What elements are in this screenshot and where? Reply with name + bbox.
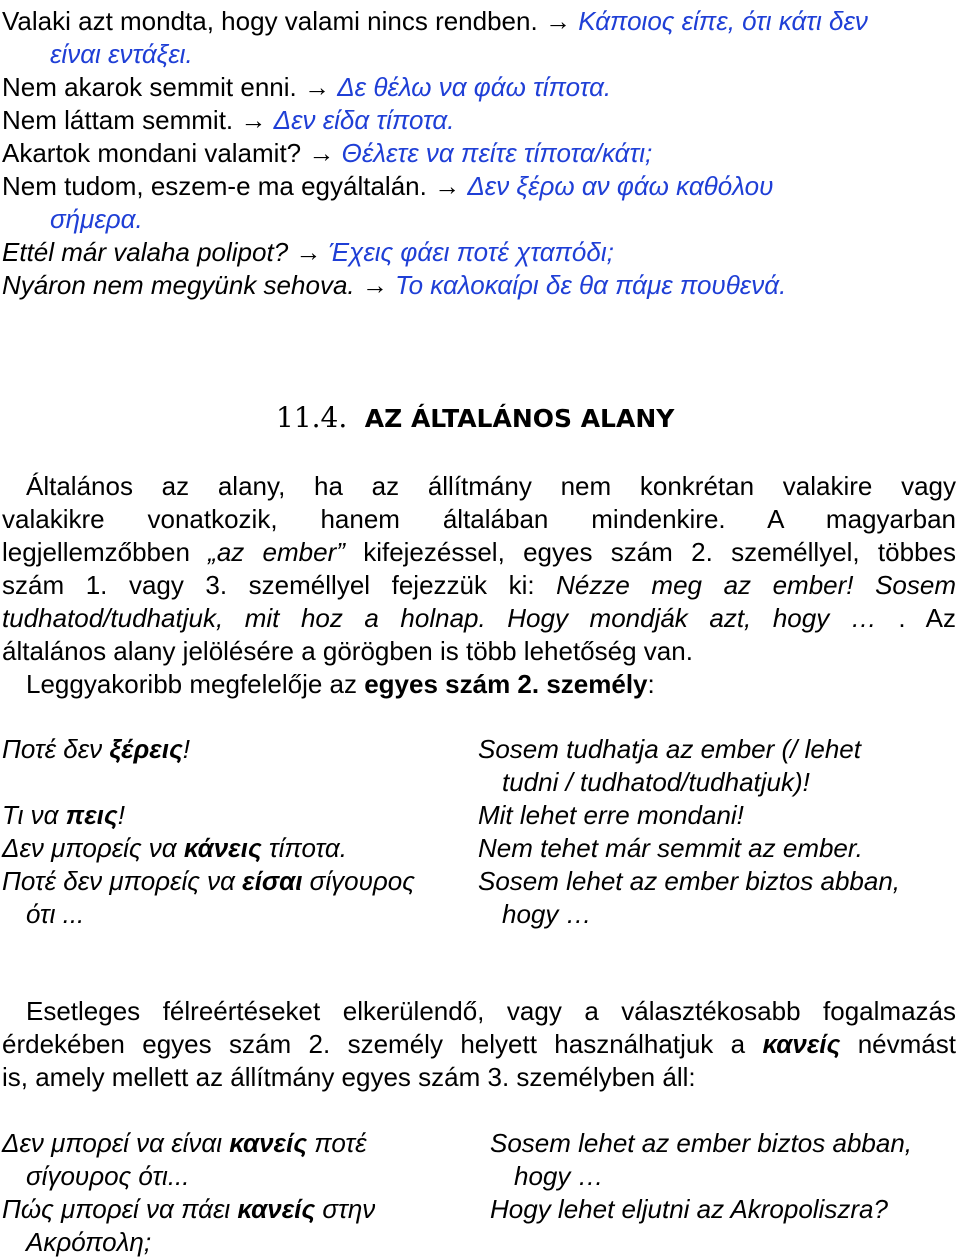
text-line: Sosem lehet az ember biztos abban,	[490, 1128, 913, 1158]
section-number: 11.4.	[276, 401, 348, 434]
table-row	[2, 1193, 958, 1259]
text-run: τίποτα.	[261, 833, 347, 863]
example-row	[2, 236, 868, 269]
hungarian-cell	[490, 1127, 958, 1193]
greek-sentence: Δε θέλω να φάω τίποτα.	[337, 72, 612, 102]
paragraph-line: is, amely mellett az állítmány egyes szám 3. személyben áll:	[2, 1062, 696, 1092]
text-line: Ακρόπολη;	[26, 1227, 152, 1257]
hungarian-cell: Nem tehet már semmit az ember.	[478, 833, 863, 863]
text-run-bold: κάνεις	[183, 833, 262, 863]
text-run-bold: πεις	[65, 800, 118, 830]
example-row	[2, 5, 868, 38]
hungarian-sentence: Nem tudom, eszem-e ma egyáltalán.	[2, 171, 427, 201]
hungarian-sentence: Nem láttam semmit.	[2, 105, 234, 135]
text-line: ότι ...	[26, 899, 85, 929]
text-run: Δεν μπορεί να είναι	[2, 1128, 230, 1158]
text-line	[2, 1127, 490, 1160]
hungarian-cell: Hogy lehet eljutni az Akropoliszra?	[490, 1194, 888, 1224]
arrow-icon: →	[295, 237, 322, 267]
paragraph-line	[2, 569, 956, 602]
text-line: tudni / tudhatod/tudhatjuk)!	[502, 767, 810, 797]
text-run: στην	[315, 1194, 376, 1224]
text-run-bold-italic: κανείς	[762, 1029, 841, 1059]
hungarian-sentence: Akartok mondani valamit?	[2, 138, 302, 168]
text-line	[2, 865, 478, 898]
example-table-2nd-person	[2, 733, 958, 931]
table-row	[2, 865, 958, 931]
text-run-bold: κανείς	[237, 1194, 316, 1224]
arrow-icon: →	[308, 138, 335, 168]
example-row	[2, 137, 868, 170]
text-run: Πώς μπορεί να πάει	[2, 1194, 238, 1224]
paragraph-line	[2, 536, 956, 569]
greek-cell	[2, 865, 478, 931]
greek-sentence: Το καλοκαίρι δε θα πάμε πουθενά.	[395, 270, 787, 300]
text-run: . Az	[898, 603, 956, 633]
text-run: névmást	[840, 1029, 956, 1059]
text-run-italic: tudhatod/tudhatjuk, mit hoz a holnap. Hogy mondják azt, hogy …	[2, 603, 899, 633]
text-run: érdekében egyes szám 2. személy helyett használhatjuk a	[2, 1029, 763, 1059]
text-line	[2, 1193, 490, 1226]
text-run: !	[182, 734, 191, 764]
table-row	[2, 733, 958, 799]
paragraph-line	[2, 1028, 956, 1061]
example-table-kaneis	[2, 1127, 958, 1259]
text-run: :	[647, 669, 655, 699]
text-line: Sosem lehet az ember biztos abban,	[478, 866, 901, 896]
paragraph-line: valakikre vonatkozik, hanem általában mindenkire. A magyarban	[2, 504, 956, 534]
arrow-icon: →	[304, 72, 330, 102]
text-run: ποτέ	[307, 1128, 367, 1158]
text-line: σίγουρος ότι...	[26, 1161, 190, 1191]
text-run: legjellemzőbben	[2, 537, 209, 567]
text-run: Δεν μπορείς να	[2, 833, 184, 863]
text-line: hogy …	[514, 1161, 604, 1191]
paragraph-line: Esetleges félreértéseket elkerülendő, vagy a választékosabb fogalmazás	[26, 996, 956, 1026]
greek-sentence-continuation: είναι εντάξει.	[50, 39, 193, 69]
hungarian-cell: Mit lehet erre mondani!	[478, 800, 744, 830]
arrow-icon: →	[544, 6, 571, 36]
text-run: kifejezéssel, egyes szám 2. személlyel, többes	[344, 537, 956, 567]
hungarian-sentence: Nem akarok semmit enni.	[2, 72, 297, 102]
example-row	[2, 170, 868, 203]
greek-cell	[2, 733, 478, 799]
text-run: Τι να	[2, 800, 66, 830]
example-list	[2, 5, 868, 302]
greek-sentence: Δεν ξέρω αν φάω καθόλου	[467, 171, 774, 201]
table-row	[2, 799, 958, 832]
hungarian-sentence: Valaki azt mondta, hogy valami nincs rendben.	[2, 6, 538, 36]
hungarian-cell	[478, 865, 958, 931]
table-row	[2, 1127, 958, 1193]
greek-cell	[2, 1193, 490, 1259]
greek-sentence: Έχεις φάει ποτέ χταπόδι;	[328, 237, 614, 267]
text-run: σίγουρος	[302, 866, 415, 896]
greek-sentence-continuation: σήμερα.	[50, 204, 143, 234]
paragraph-kaneis	[2, 995, 956, 1094]
text-run-italic: „az ember”	[208, 537, 345, 567]
greek-cell	[2, 832, 478, 865]
text-run-bold: είσαι	[242, 866, 303, 896]
hungarian-cell	[478, 733, 958, 799]
arrow-icon: →	[361, 270, 388, 300]
table-row	[2, 832, 958, 865]
greek-cell	[2, 799, 478, 832]
section-title: AZ ÁLTALÁNOS ALANY	[364, 404, 675, 433]
example-row	[2, 104, 868, 137]
greek-sentence: Κάποιος είπε, ότι κάτι δεν	[578, 6, 868, 36]
paragraph-line	[2, 668, 956, 701]
arrow-icon: →	[240, 105, 267, 135]
greek-cell	[2, 1127, 490, 1193]
paragraph-general-subject	[2, 470, 956, 701]
hungarian-sentence: Ettél már valaha polipot?	[2, 237, 289, 267]
example-row	[2, 71, 868, 104]
text-run-bold: κανείς	[229, 1128, 308, 1158]
paragraph-line	[2, 602, 956, 635]
text-run: szám 1. vagy 3. személlyel fejezzük ki:	[2, 570, 557, 600]
example-row	[2, 269, 868, 302]
text-run: Ποτέ δεν	[2, 734, 110, 764]
text-run-bold: ξέρεις	[109, 734, 183, 764]
text-line: hogy …	[502, 899, 592, 929]
paragraph-line: általános alany jelölésére a görögben is több lehetőség van.	[2, 636, 693, 666]
text-run: Leggyakoribb megfelelője az	[26, 669, 365, 699]
text-run-bold: egyes szám 2. személy	[364, 669, 648, 699]
arrow-icon: →	[434, 171, 461, 201]
greek-sentence: Δεν είδα τίποτα.	[273, 105, 455, 135]
text-line: Sosem tudhatja az ember (/ lehet	[478, 734, 861, 764]
section-heading	[276, 400, 674, 437]
hungarian-sentence: Nyáron nem megyünk sehova.	[2, 270, 355, 300]
text-run: Ποτέ δεν μπορείς να	[2, 866, 243, 896]
text-run-italic: Nézze meg az ember! Sosem	[556, 570, 957, 600]
paragraph-line: Általános az alany, ha az állítmány nem konkrétan valakire vagy	[26, 471, 956, 501]
greek-sentence: Θέλετε να πείτε τίποτα/κάτι;	[341, 138, 653, 168]
text-run: !	[117, 800, 125, 830]
